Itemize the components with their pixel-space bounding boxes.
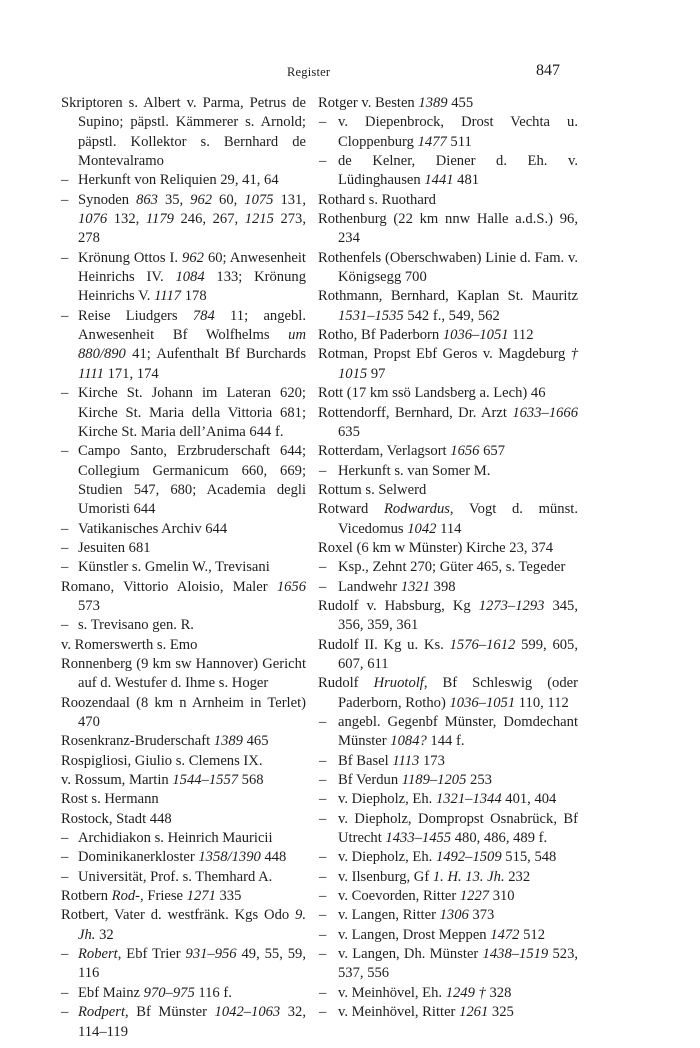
entry-text: 599, 605, 607, 611 [338,636,578,672]
entry-text: 542 f., 549, 562 [403,307,500,324]
subentry-dash: – [319,578,327,595]
entry-italic-text: 1441 [424,172,454,189]
entry-text: Archidiakon s. Heinrich Mauricii [78,830,273,847]
entry-italic-text: 1227 [459,888,490,905]
entry-text: Rottum s. Selwerd [318,481,427,498]
subentry-dash: – [319,791,327,808]
subentry-dash: – [319,559,327,576]
entry-italic-text: 1389 [418,95,448,111]
running-head [0,62,700,84]
entry-text: 455 [447,95,474,111]
subentry-dash: – [319,1004,327,1021]
entry-italic-text: 1189–1205 [401,772,467,789]
entry-text: 568 [238,772,264,789]
entry-text: angebl. Gegenbf Münster, Domdechant Münster [338,714,578,750]
entry-text: Rotbert, Vater d. westfränk. Kgs Odo [61,907,296,924]
entry-italic-text: 1042–1063 [214,1004,281,1021]
index-subentry [61,520,306,539]
entry-text: Romano, Vittorio Aloisio, Maler [61,578,277,595]
entry-text: Krönung Ottos I. [78,249,183,266]
index-entry [61,694,306,733]
entry-text: , Vogt d. münst. Vicedomus [338,501,578,537]
entry-italic-text: 1075 [244,191,274,208]
index-entry [318,404,578,443]
index-subentry [318,810,578,849]
subentry-dash: – [61,946,69,963]
index-entry [318,94,578,113]
index-subentry [318,152,578,191]
index-entry [61,887,306,906]
entry-text: v. Coevorden, Ritter [338,888,460,905]
index-subentry [318,578,578,597]
entry-text: Dominikanerkloster [78,849,199,866]
subentry-dash: – [61,539,69,556]
entry-text: 144 f. [426,733,465,750]
entry-italic-text: 1036–1051 [442,327,509,344]
entry-italic-text: 1076 [78,211,108,228]
index-subentry [318,984,578,1003]
index-subentry [61,984,306,1003]
entry-italic-text: 1042 [407,520,437,537]
entry-text: 32 [95,926,114,943]
entry-text: v. Romerswerth s. Emo [61,636,198,653]
index-subentry [61,171,306,190]
index-entry [318,384,578,403]
index-entry [318,287,578,326]
entry-italic-text: 970–975 [143,984,195,1001]
entry-text: Herkunft von Reliquien 29, 41, 64 [78,172,279,189]
entry-text: v. Diepholz, Dompropst Osnabrück, Bf Utrecht [338,810,578,847]
index-entry [318,326,578,345]
entry-italic-text: 863 [136,191,158,208]
entry-italic-text: 1477 [417,133,447,150]
index-subentry [61,848,306,867]
subentry-dash: – [319,153,327,170]
entry-italic-text: 1389 [213,733,243,750]
index-entry [318,249,578,288]
index-entry [318,442,578,461]
index-subentry [61,868,306,887]
index-subentry [61,539,306,558]
entry-italic-text: 1215 [244,211,274,228]
entry-text: 110, 112 [515,694,569,711]
subentry-dash: – [319,926,327,943]
entry-italic-text: 9. Jh. [78,907,306,943]
subentry-dash: – [319,462,327,479]
entry-text: 232 [504,868,531,885]
entry-italic-text: 1438–1519 [482,946,549,963]
entry-text: 32, 114–119 [78,1004,306,1040]
entry-text: 481 [453,172,480,189]
index-subentry [318,462,578,481]
entry-text: , Bf Münster [125,1004,215,1021]
index-entry [61,906,306,945]
entry-text: 11; angebl. Anwesenheit Bf Wolfhelms [78,307,306,344]
entry-text: 273, 278 [78,211,306,247]
entry-italic-text: 1492–1509 [435,849,502,866]
entry-text: Rotterdam, Verlagsort [318,443,451,460]
running-head-title: Register [287,65,331,79]
entry-italic-text: Hruotolf [373,675,424,692]
entry-italic-text: 1321 [400,578,430,595]
index-entry [318,636,578,675]
entry-italic-text: 1084? [390,733,427,750]
entry-text: 465 [242,733,269,750]
subentry-dash: – [61,385,69,402]
entry-text: Rotbern [61,888,112,905]
index-subentry [318,848,578,867]
subentry-dash: – [61,984,69,1001]
index-subentry [318,906,578,925]
entry-text: v. Rossum, Martin [61,772,173,789]
entry-text: Rothenfels (Oberschwaben) Linie d. Fam. v. Königsegg 700 [318,249,578,286]
entry-text: v. Meinhövel, Eh. [338,984,446,1001]
entry-italic-text: 1633–1666 [512,404,578,421]
entry-text: 657 [479,443,505,460]
entry-text: v. Meinhövel, Ritter [338,1004,460,1021]
subentry-dash: – [61,443,69,460]
entry-text: 512 [519,926,545,943]
entry-italic-text: Robert [78,946,118,963]
entry-text: 41; Aufenthalt Bf Burchards [125,346,306,363]
page-number: 847 [536,62,560,79]
entry-text: 171, 174 [103,365,159,382]
entry-italic-text: 962 [190,191,213,208]
index-entry [61,655,306,694]
entry-text: 49, 55, 59, 116 [78,946,306,982]
entry-text: Kirche St. Johann im Lateran 620; Kirche St. Maria della Vittoria 681; Kirche St. Maria dell’Anima 644 f. [78,385,306,440]
entry-text: Roxel (6 km w Münster) Kirche 23, 374 [318,539,554,556]
entry-italic-text: 1261 [459,1004,489,1021]
index-subentry [61,829,306,848]
index-subentry [318,113,578,152]
subentry-dash: – [61,849,69,866]
entry-text: , Bf Schleswig (oder Paderborn, Rotho) [338,675,578,711]
index-subentry [61,191,306,249]
subentry-dash: – [319,907,327,924]
entry-italic-text: 1433–1455 [385,830,452,847]
entry-text: Skriptoren s. Albert v. Parma, Petrus de Supino; päpstl. Kämmerer s. Arnold; päpstl. Kollektor s. Bernhard de Montevalramo [61,95,306,170]
entry-text: Landwehr [338,578,401,595]
subentry-dash: – [61,172,69,189]
entry-italic-text: 1117 [154,288,182,305]
index-subentry [318,1003,578,1022]
entry-text: 523, 537, 556 [338,946,579,982]
entry-text: Rosenkranz-Bruderschaft [61,733,214,750]
entry-text: Reise Liudgers [78,307,193,324]
entry-text: 131, [273,191,306,208]
subentry-dash: – [61,617,69,634]
subentry-dash: – [319,984,327,1001]
subentry-dash: – [319,714,327,730]
entry-text: Rotward [318,501,384,518]
index-column-right [318,94,578,1023]
index-entry [318,500,578,539]
index-subentry [318,558,578,577]
index-entry [318,210,578,249]
entry-text: Rothmann, Bernhard, Kaplan St. Mauritz [318,288,578,305]
subentry-dash: – [319,868,327,885]
entry-text: 97 [367,365,386,382]
entry-text: Rothard s. Ruothard [318,191,436,208]
entry-text: 328 [485,984,512,1001]
index-entry [318,481,578,500]
entry-text: 60; Anwesenheit Heinrichs IV. [78,249,306,286]
entry-text: s. Trevisano gen. R. [78,617,194,634]
entry-text: Bf Basel [338,752,393,769]
entry-text: 515, 548 [501,849,557,866]
entry-italic-text: 1. H. 13. Jh. [432,868,505,885]
entry-text: de Kelner, Diener d. Eh. v. Lüdinghausen [338,153,578,189]
subentry-dash: – [319,114,327,131]
index-subentry [61,384,306,442]
entry-italic-text: 1472 [490,926,520,943]
entry-text: v. Langen, Dh. Münster [338,946,483,963]
entry-text: 60, [212,191,245,208]
entry-italic-text: 1271 [186,888,216,905]
entry-text: Rott (17 km ssö Landsberg a. Lech) 46 [318,385,546,402]
subentry-dash: – [61,191,69,208]
subentry-dash: – [61,307,69,324]
index-entry [318,345,578,384]
entry-italic-text: 1036–1051 [449,694,516,711]
entry-italic-text: 784 [192,307,215,324]
index-entry [61,636,306,655]
entry-italic-text: 1656 [450,443,480,460]
index-subentry [318,926,578,945]
entry-text: Vatikanisches Archiv 644 [78,520,228,537]
index-subentry [318,771,578,790]
index-subentry [61,945,306,984]
entry-text: Rospigliosi, Giulio s. Clemens IX. [61,752,263,769]
index-subentry [61,616,306,635]
entry-italic-text: Rodwardus [383,501,450,518]
entry-italic-text: 1179 [145,211,174,228]
index-entry [61,790,306,809]
entry-text: 114 [436,520,462,537]
entry-text: 398 [430,578,456,595]
index-entry [61,752,306,771]
entry-text: Rudolf v. Habsburg, Kg [318,597,479,614]
entry-text: Künstler s. Gmelin W., Trevisani [78,559,270,576]
index-subentry [61,307,306,384]
index-entry [61,94,306,171]
entry-text: v. Diepenbrock, Drost Vechta u. Cloppenburg [338,114,578,150]
subentry-dash: – [319,752,327,769]
entry-italic-text: 1321–1344 [435,791,502,808]
entry-text: Rothenburg (22 km nnw Halle a.d.S.) 96, 234 [318,211,578,247]
entry-text: 310 [489,888,515,905]
index-entry [318,539,578,558]
entry-text: 373 [468,907,495,924]
entry-italic-text: 962 [182,249,204,266]
entry-text: 401, 404 [501,791,557,808]
index-subentry [61,1003,306,1042]
entry-italic-text: 1113 [392,752,420,769]
entry-italic-text: 931–956 [185,946,237,963]
entry-text: Rottendorff, Bernhard, Dr. Arzt [318,404,513,421]
entry-italic-text: 1306 [439,907,469,924]
subentry-dash: – [319,810,327,827]
index-subentry [318,945,578,984]
entry-text: 480, 486, 489 f. [451,830,548,847]
entry-text: Campo Santo, Erzbruderschaft 644; Collegium Germanicum 660, 669; Studien 547, 680; Academia degli Umoristi 644 [78,443,306,518]
entry-text: 133; Krönung Heinrichs V. [78,269,306,305]
entry-text: v. Langen, Drost Meppen [338,926,491,943]
entry-text: , Friese [140,888,187,905]
entry-text: 132, [107,211,146,228]
index-subentry [61,442,306,519]
entry-text: 325 [488,1004,514,1021]
subentry-dash: – [61,1004,69,1021]
entry-text: Rotman, Propst Ebf Geros v. Magdeburg [318,346,571,363]
entry-text: Roozendaal (8 km n Arnheim in Terlet) 470 [61,694,306,730]
entry-text: Ksp., Zehnt 270; Güter 465, s. Tegeder [338,559,566,576]
entry-text: 173 [419,752,445,769]
index-entry [61,578,306,617]
subentry-dash: – [61,520,69,537]
entry-italic-text: Rodpert [78,1004,126,1021]
entry-text: v. Diepholz, Eh. [338,791,436,808]
subentry-dash: – [319,888,327,905]
subentry-dash: – [319,946,327,963]
entry-text: Herkunft s. van Somer M. [338,462,491,479]
index-entry [318,674,578,713]
entry-text: 448 [260,849,287,866]
entry-text: v. Diepholz, Eh. [338,849,436,866]
subentry-dash: – [61,830,69,847]
entry-text: Rudolf II. Kg u. Ks. [318,636,450,653]
entry-italic-text: 1531–1535 [338,307,404,324]
subentry-dash: – [319,772,327,789]
entry-italic-text: 1084 [175,269,205,286]
entry-italic-text: Rod- [111,888,141,905]
entry-text: 345, 356, 359, 361 [338,597,578,634]
entry-text: Ronnenberg (9 km sw Hannover) Gericht auf d. Westufer d. Ihme s. Hoger [61,655,306,692]
index-subentry [318,868,578,887]
entry-text: Jesuiten 681 [78,539,151,556]
subentry-dash: – [61,868,69,885]
subentry-dash: – [61,249,69,266]
index-subentry [61,249,306,307]
entry-italic-text: 1273–1293 [478,597,545,614]
entry-italic-text: 1358/1390 [198,849,261,866]
entry-text: 573 [78,597,100,614]
index-subentry [318,752,578,771]
entry-text: 35, [157,191,191,208]
entry-italic-text: 1111 [78,365,104,382]
entry-text: Rotger v. Besten [318,95,419,111]
entry-text: Synoden [78,191,137,208]
entry-text: 178 [181,288,207,305]
index-entry [61,810,306,829]
index-subentry [61,558,306,577]
index-subentry [318,887,578,906]
entry-italic-text: 1576–1612 [449,636,516,653]
entry-text: v. Langen, Ritter [338,907,440,924]
entry-text: Rudolf [318,675,374,692]
entry-text: 116 f. [194,984,232,1001]
entry-text: 246, 267, [173,211,245,228]
entry-text: 335 [215,888,242,905]
entry-italic-text: 1544–1557 [172,772,239,789]
index-subentry [318,713,578,752]
entry-italic-text: 1656 [276,578,306,595]
entry-text: Rotho, Bf Paderborn [318,327,443,344]
entry-italic-text: um 880/890 [78,327,306,363]
index-subentry [318,790,578,809]
entry-text: Ebf Mainz [78,984,144,1001]
index-entry [61,732,306,751]
entry-text: Universität, Prof. s. Themhard A. [78,868,273,885]
entry-text: , Ebf Trier [117,946,186,963]
subentry-dash: – [319,849,327,866]
index-entry [61,771,306,790]
entry-text: v. Ilsenburg, Gf [338,868,433,885]
entry-text: 511 [446,133,472,150]
entry-text: Rost s. Hermann [61,791,159,808]
entry-text: Rostock, Stadt 448 [61,810,172,827]
entry-text: 112 [508,327,534,344]
entry-italic-text: 1249 † [445,984,486,1001]
entry-text: Bf Verdun [338,772,402,789]
subentry-dash: – [61,559,69,576]
index-entry [318,191,578,210]
entry-text: 635 [338,423,360,440]
entry-text: 253 [466,772,492,789]
index-entry [318,597,578,636]
entry-italic-text: † 1015 [338,346,578,382]
index-column-left [61,94,306,1042]
